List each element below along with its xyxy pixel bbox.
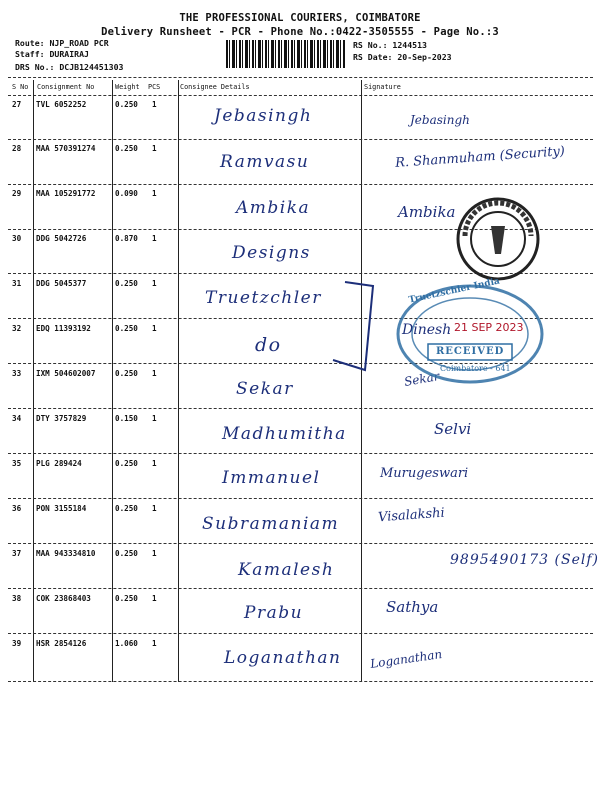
- row-weight: 0.250: [115, 144, 138, 153]
- rs-date: RS Date: 20-Sep-2023: [353, 52, 452, 62]
- consignee-name: Designs: [232, 243, 311, 263]
- col-consignee: Consignee Details: [180, 83, 250, 91]
- column-divider: [361, 80, 362, 682]
- row-weight: 0.250: [115, 594, 138, 603]
- company-title: THE PROFESSIONAL COURIERS, COIMBATORE: [179, 12, 421, 24]
- row-sno: 33: [12, 369, 22, 378]
- row-sno: 35: [12, 459, 22, 468]
- col-weight: Weight: [115, 83, 140, 91]
- row-weight: 0.250: [115, 504, 138, 513]
- row-sno: 39: [12, 639, 22, 648]
- row-consignment-no: PLG 289424: [36, 459, 82, 468]
- signature: Ambika: [398, 203, 456, 221]
- row-consignment-no: EDQ 11393192: [36, 324, 91, 333]
- row-weight: 0.250: [115, 459, 138, 468]
- row-weight: 1.060: [115, 639, 138, 648]
- drs-number: DRS No.: DCJB124451303: [15, 62, 124, 72]
- row-pcs: 1: [152, 369, 157, 378]
- consignee-name: Madhumitha: [222, 424, 347, 444]
- column-divider: [33, 80, 34, 682]
- row-pcs: 1: [152, 324, 157, 333]
- row-sno: 30: [12, 234, 22, 243]
- row-consignment-no: PON 3155184: [36, 504, 87, 513]
- column-divider: [112, 80, 113, 682]
- row-consignment-no: COK 23868403: [36, 594, 91, 603]
- row-consignment-no: HSR 2854126: [36, 639, 87, 648]
- row-pcs: 1: [152, 144, 157, 153]
- row-sno: 38: [12, 594, 22, 603]
- signature: 9895490173 (Self): [450, 552, 599, 568]
- row-pcs: 1: [152, 189, 157, 198]
- row-separator: [8, 681, 593, 682]
- row-separator: [8, 633, 593, 634]
- row-consignment-no: DDG 5045377: [36, 279, 87, 288]
- row-sno: 27: [12, 100, 22, 109]
- consignee-name: Prabu: [244, 603, 304, 623]
- row-separator: [8, 543, 593, 544]
- row-sno: 29: [12, 189, 22, 198]
- row-weight: 0.090: [115, 189, 138, 198]
- staff-info: Staff: DURAIRAJ: [15, 49, 89, 59]
- row-consignment-no: MAA 105291772: [36, 189, 96, 198]
- row-separator: [8, 184, 593, 185]
- row-weight: 0.870: [115, 234, 138, 243]
- row-consignment-no: DDG 5042726: [36, 234, 87, 243]
- signature: Selvi: [434, 420, 472, 438]
- row-separator: [8, 139, 593, 140]
- consignee-name: Subramaniam: [202, 514, 340, 534]
- row-weight: 0.250: [115, 369, 138, 378]
- consignee-name: Ambika: [236, 198, 311, 218]
- col-sno: S No: [12, 83, 29, 91]
- col-consignment: Consignment No: [37, 83, 95, 91]
- consignee-name: Truetzchler: [205, 288, 322, 308]
- stamp-received-text: RECEIVED: [436, 346, 505, 357]
- stamp-company-text: Truetzschler India: [407, 276, 501, 306]
- consignee-name: Ramvasu: [220, 152, 310, 172]
- signature: Loganathan: [369, 647, 443, 671]
- row-weight: 0.250: [115, 100, 138, 109]
- row-separator: [8, 588, 593, 589]
- row-consignment-no: IXM 504602007: [36, 369, 96, 378]
- signature: Jebasingh: [410, 113, 470, 127]
- signature: R. Shanmuham (Security): [394, 144, 566, 171]
- signature: Visalakshi: [377, 505, 446, 526]
- signature: Sathya: [386, 598, 439, 616]
- row-pcs: 1: [152, 279, 157, 288]
- row-weight: 0.150: [115, 414, 138, 423]
- col-pcs: PCS: [148, 83, 161, 91]
- consignee-name: do: [255, 334, 282, 356]
- date-stamp: 21 SEP 2023: [454, 321, 524, 334]
- row-sno: 31: [12, 279, 22, 288]
- row-pcs: 1: [152, 504, 157, 513]
- signature: Sekar: [403, 369, 441, 389]
- row-separator: [8, 498, 593, 499]
- consignee-name: Jebasingh: [214, 106, 313, 126]
- row-weight: 0.250: [115, 324, 138, 333]
- row-pcs: 1: [152, 639, 157, 648]
- signature: Murugeswari: [380, 466, 469, 481]
- runsheet-subtitle: Delivery Runsheet - PCR - Phone No.:0422-3505555 - Page No.:3: [101, 26, 499, 38]
- row-pcs: 1: [152, 459, 157, 468]
- header-rule-bottom: [8, 95, 593, 96]
- row-pcs: 1: [152, 414, 157, 423]
- barcode: [226, 40, 346, 68]
- row-sno: 37: [12, 549, 22, 558]
- consignee-name: Immanuel: [222, 468, 321, 488]
- consignee-name: Sekar: [236, 379, 294, 399]
- row-consignment-no: DTY 3757829: [36, 414, 87, 423]
- signature: Dinesh: [402, 322, 452, 338]
- consignee-name: Loganathan: [224, 648, 342, 668]
- row-consignment-no: MAA 943334810: [36, 549, 96, 558]
- row-consignment-no: MAA 570391274: [36, 144, 96, 153]
- row-pcs: 1: [152, 594, 157, 603]
- row-weight: 0.250: [115, 279, 138, 288]
- row-pcs: 1: [152, 234, 157, 243]
- row-weight: 0.250: [115, 549, 138, 558]
- row-consignment-no: TVL 6052252: [36, 100, 87, 109]
- stamp-city-text: Coimbatore - 641: [440, 364, 511, 373]
- column-divider: [178, 80, 179, 682]
- col-signature: Signature: [364, 83, 401, 91]
- row-sno: 36: [12, 504, 22, 513]
- route-info: Route: NJP_ROAD PCR: [15, 38, 109, 48]
- row-sno: 32: [12, 324, 22, 333]
- row-sno: 34: [12, 414, 22, 423]
- row-pcs: 1: [152, 100, 157, 109]
- row-separator: [8, 453, 593, 454]
- header-rule-top: [8, 77, 593, 78]
- bracket-mark: [325, 274, 385, 374]
- row-pcs: 1: [152, 549, 157, 558]
- rs-number: RS No.: 1244513: [353, 40, 427, 50]
- company-seal: [455, 196, 541, 282]
- row-separator: [8, 408, 593, 409]
- row-sno: 28: [12, 144, 22, 153]
- consignee-name: Kamalesh: [238, 560, 335, 580]
